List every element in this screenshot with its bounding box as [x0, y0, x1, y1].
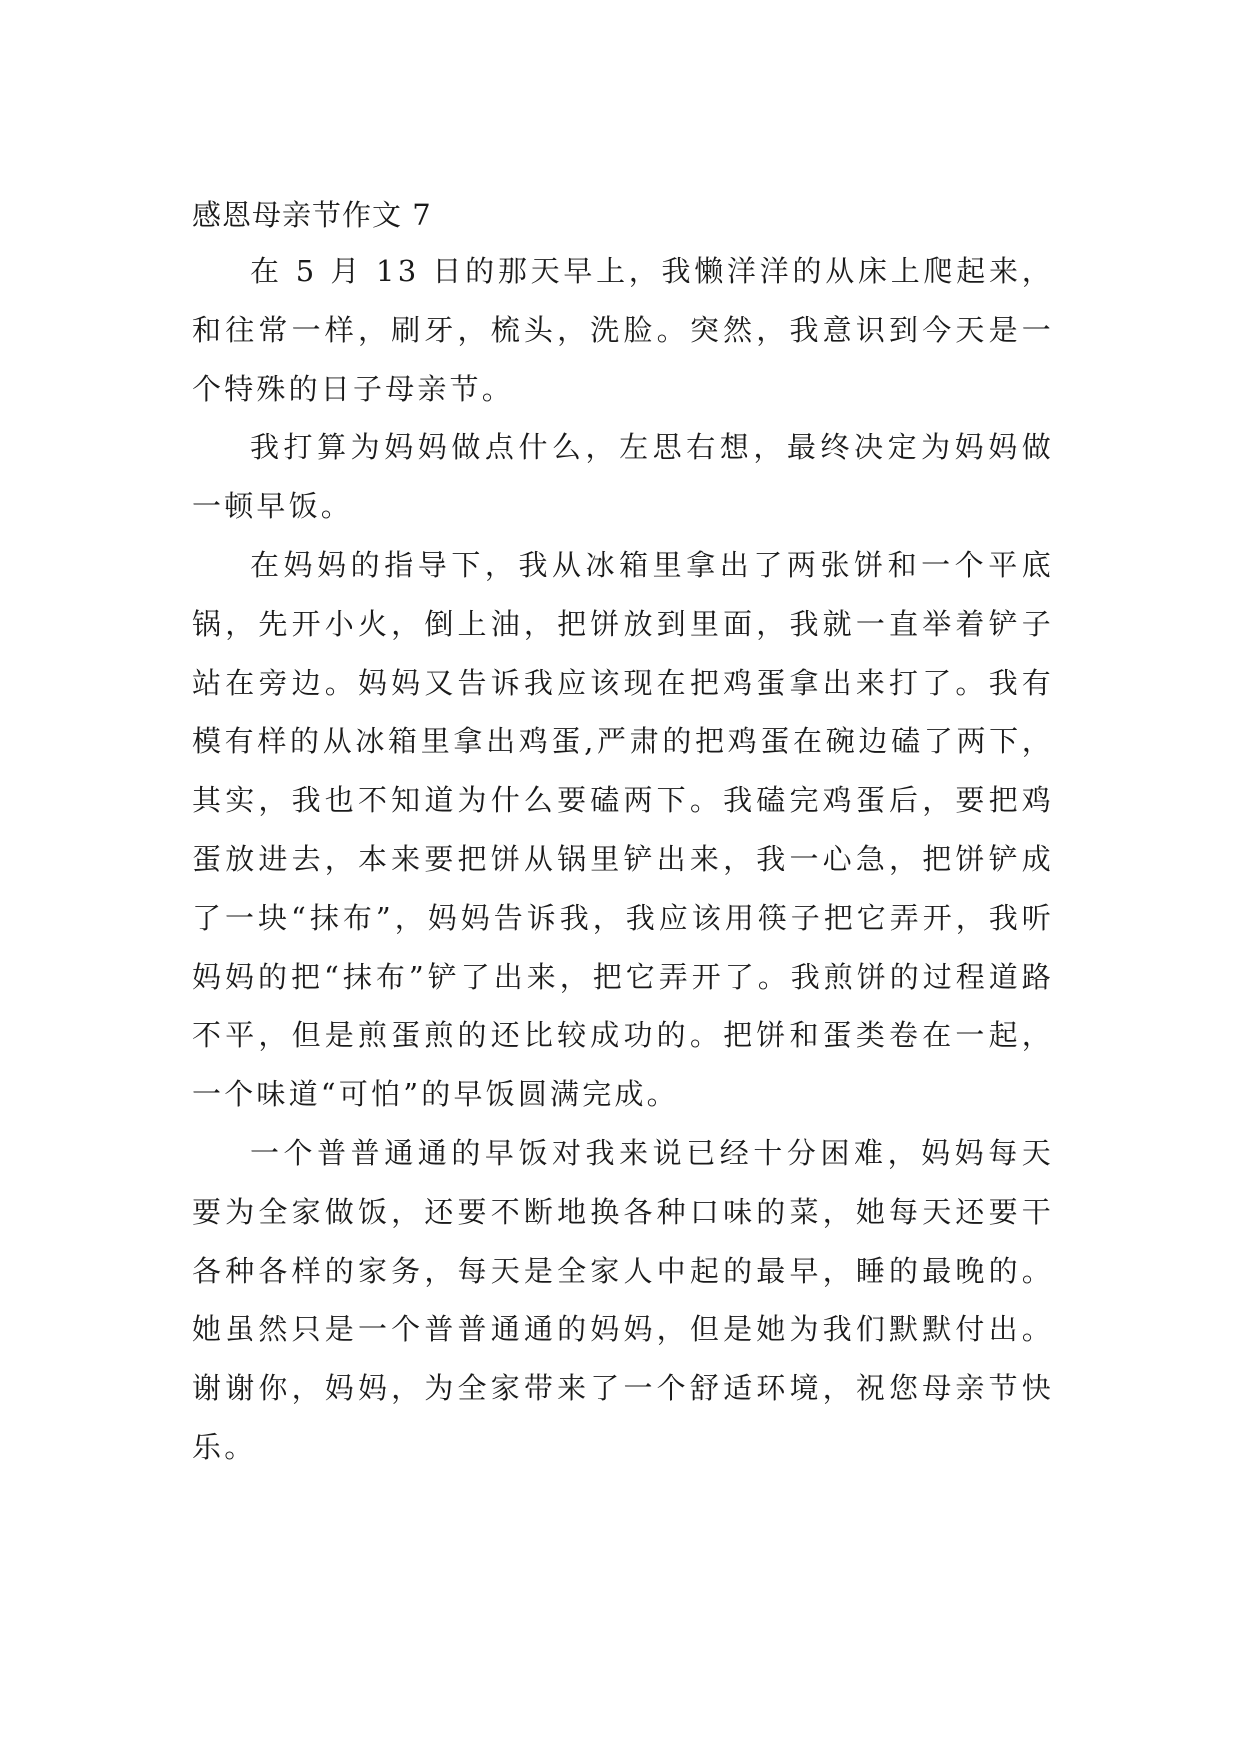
- paragraph-1: 在 5 月 13 日的那天早上，我懒洋洋的从床上爬起来，和往常一样，刷牙，梳头，洗脸。突然，我意识到今天是一个特殊的日子母亲节。: [192, 254, 1054, 406]
- paragraph-2: 我打算为妈妈做点什么，左思右想，最终决定为妈妈做一顿早饭。: [192, 430, 1054, 524]
- paragraph-4: 一个普普通通的早饭对我来说已经十分困难，妈妈每天要为全家做饭，还要不断地换各种口味的菜，她每天还要干各种各样的家务，每天是全家人中起的最早，睡的最晚的。她虽然只是一个普普通通的妈妈，但是她为我们默默付出。谢谢你，妈妈，为全家带来了一个舒适环境，祝您母亲节快乐。: [192, 1135, 1054, 1464]
- paragraph-3: 在妈妈的指导下，我从冰箱里拿出了两张饼和一个平底锅，先开小火，倒上油，把饼放到里面，我就一直举着铲子站在旁边。妈妈又告诉我应该现在把鸡蛋拿出来打了。我有模有样的从冰箱里拿出鸡蛋,严肃的把鸡蛋在碗边磕了两下，其实，我也不知道为什么要磕两下。我磕完鸡蛋后，要把鸡蛋放进去，本来要把饼从锅里铲出来，我一心急，把饼铲成了一块“抹布”，妈妈告诉我，我应该用筷子把它弄开，我听妈妈的把“抹布”铲了出来，把它弄开了。我煎饼的过程道路不平，但是煎蛋煎的还比较成功的。把饼和蛋类卷在一起，一个味道“可怕”的早饭圆满完成。: [192, 547, 1054, 1112]
- document-body: [192, 242, 1054, 1477]
- document-title: 感恩母亲节作文 7: [192, 198, 432, 232]
- document-page: [192, 190, 1054, 1477]
